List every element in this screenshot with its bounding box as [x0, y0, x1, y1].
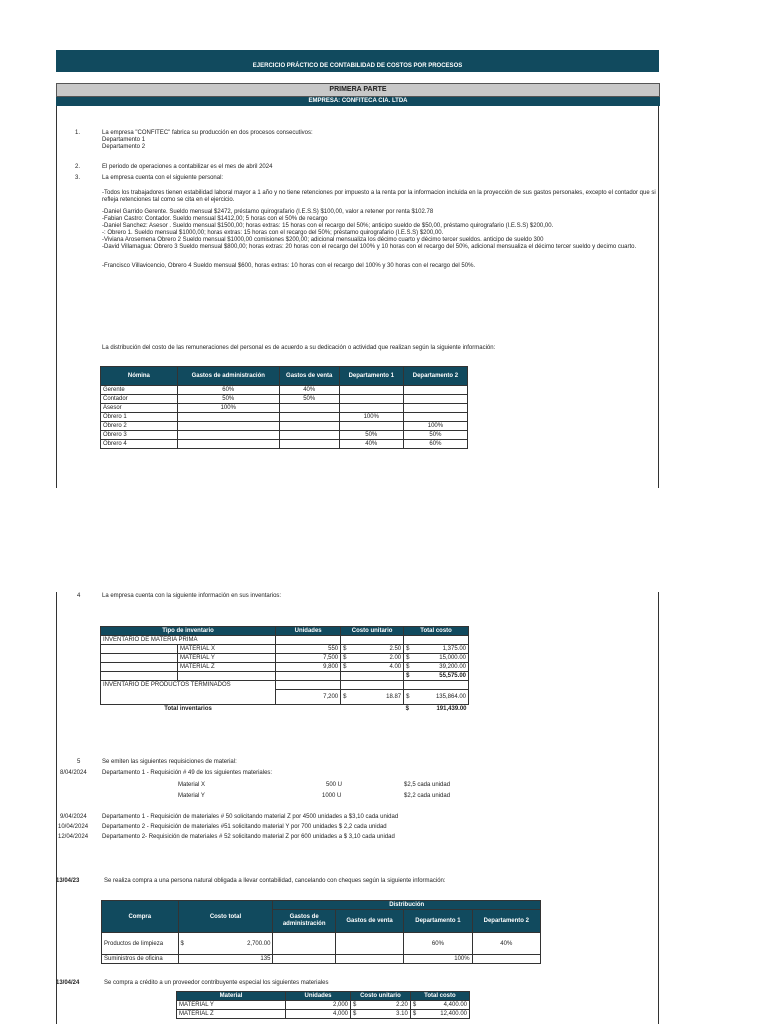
cell [279, 404, 339, 413]
staff-obrero3: -David Villamagua: Obrero 3 Sueldo mensual $800,00; horas extras: 20 horas con el recargo del 100% y 10 horas con el recargo del 50%, adicional mensualiza el décimo tercer sueldo y decimo cuarto. [102, 244, 637, 250]
company-name: EMPRESA: CONFITECA CIA. LTDA [56, 97, 660, 106]
col-gastos-venta: Gastos de venta [335, 910, 403, 933]
req-50-date: 9/04/2024 [60, 814, 87, 820]
col-distribucion: Distribución [273, 901, 541, 910]
cell: 4.00 [353, 663, 403, 672]
inventory-table [100, 626, 469, 713]
cell: $ [404, 654, 417, 663]
staff-gerente: -Daniel Garrido Gerente. Sueldo mensual $2472, préstamo quirografario (I.E.S.S) $100,00, valor a retener por renta $102.78 [102, 209, 434, 215]
cell: Obrero 3 [101, 431, 178, 440]
cell: 7,500 [276, 654, 341, 663]
item-1-text: La empresa "CONFITEC" fabrica su producción en dos procesos consecutivos: [102, 130, 313, 136]
cell: 40% [339, 440, 403, 449]
part-title: PRIMERA PARTE [56, 83, 660, 97]
cell [279, 413, 339, 422]
col-gastos-admin: Gastos de administración [273, 910, 335, 933]
req-51-text: Departamento 2 - Requisición de materiales #51 solicitando material Y por 700 unidades $ 2,2 cada unidad [102, 824, 387, 830]
cell: 550 [276, 645, 341, 654]
item-3-text: La empresa cuenta con el siguiente personal: [102, 175, 224, 181]
item-number-4: 4 [77, 593, 81, 599]
cell [335, 955, 403, 964]
cell [177, 422, 279, 431]
item-number-2: 2. [75, 164, 81, 170]
item-number-3: 3. [75, 175, 81, 181]
col-nomina: Nómina [101, 367, 178, 386]
cell: 40% [472, 933, 540, 955]
item-number-1: 1. [75, 130, 81, 136]
cell: 100% [339, 413, 403, 422]
cell: $ [341, 690, 354, 705]
table-row [101, 431, 468, 440]
purchase-text: Se realiza compra a una persona natural obligada a llevar contabilidad, cancelando con cheques según la siguiente información: [104, 878, 446, 884]
col-costo-total: Costo total [178, 901, 273, 933]
distribution-table [100, 366, 468, 449]
req-51-date: 10/04/2024 [58, 824, 89, 830]
staff-note: -Todos los trabajadores tienen estabilidad laboral mayor a 1 año y no tiene retenciones por impuesto a la renta por la informacion incluida en la proyección de sus gastos personales, excepto el contador que si refleja retenciones tal como se cita en el ejercicio. [102, 190, 656, 203]
table-row [101, 395, 468, 404]
cell: 3.10 [363, 1010, 410, 1019]
cell [339, 386, 403, 395]
col-total-costo: Total costo [404, 627, 469, 636]
req-material-y: Material Y [178, 793, 205, 799]
cell [177, 431, 279, 440]
item-2-text: El periodo de operaciones a contabilizar es el mes de abril 2024 [102, 164, 273, 170]
table-row [101, 704, 469, 713]
cell: 60% [403, 440, 467, 449]
cell: 2.50 [353, 645, 403, 654]
cell: 1,375.00 [416, 645, 468, 654]
cell: 100% [177, 404, 279, 413]
table-row [101, 663, 469, 672]
group-productos-terminados: INVENTARIO DE PRODUCTOS TERMINADOS [101, 681, 276, 690]
table-row [101, 386, 468, 395]
cell [273, 955, 335, 964]
cell: Obrero 4 [101, 440, 178, 449]
cell: $ [410, 1010, 423, 1019]
cell: 135 [178, 955, 273, 964]
cell [339, 422, 403, 431]
cell [279, 440, 339, 449]
staff-obrero4: -Francisco Villavicencio, Obrero 4 Sueldo mensual $600, horas extras: 10 horas con el recargo del 100% y 30 horas con el recargo del 50%. [102, 263, 476, 269]
req-qty-y: 1000 U [322, 793, 342, 799]
table-row [101, 654, 469, 663]
cell: MATERIAL X [178, 645, 276, 654]
req-52-date: 12/04/2024 [58, 834, 89, 840]
item-4-text: La empresa cuenta con la siguiente información en sus inventarios: [102, 593, 282, 599]
cell [339, 404, 403, 413]
credit-text: Se compra a crédito a un proveedor contribuyente especial los siguientes materiales [104, 980, 329, 986]
left-border [56, 106, 57, 488]
cell: 2.00 [353, 654, 403, 663]
req-qty-x: 500 U [326, 782, 343, 788]
cell: Gerente [101, 386, 178, 395]
table-row [102, 955, 541, 964]
col-material: Material [177, 992, 286, 1001]
cell: $ [404, 663, 417, 672]
col-unidades: Unidades [276, 627, 341, 636]
cell: $ [341, 654, 354, 663]
staff-obrero1: -: Obrero 1. Sueldo mensual $1000,00; horas extras: 15 horas con el recargo del 50%; préstamo quirografario (I.E.S.S) $200,00. [102, 230, 444, 236]
cell: $ [341, 663, 354, 672]
purchase-table [101, 900, 541, 964]
col-tipo: Tipo de inventario [101, 627, 276, 636]
cell: 50% [279, 395, 339, 404]
cell: 40% [279, 386, 339, 395]
total-label: Total inventarios [164, 705, 212, 712]
credit-table [176, 991, 470, 1019]
req-50-text: Departamento 1 - Requisición de materiales # 50 solicitando material Z por 4500 unidades a $3,10 cada unidad [102, 814, 399, 820]
cell: Obrero 2 [101, 422, 178, 431]
cell: Asesor [101, 404, 178, 413]
document-title: EJERCICIO PRÁCTICO DE CONTABILIDAD DE COSTOS POR PROCESOS [56, 50, 659, 72]
cell: 100% [403, 422, 467, 431]
left-border-2 [56, 592, 57, 1024]
cell [472, 955, 540, 964]
cell: $ [351, 1001, 364, 1010]
cell: 100% [404, 955, 472, 964]
req-material-x: Material X [178, 782, 206, 788]
cell: MATERIAL Z [177, 1010, 286, 1019]
credit-date: 13/04/24 [56, 980, 80, 986]
col-dept1: Departamento 1 [339, 367, 403, 386]
staff-obrero2: -Viviana Arosemena Obrero 2 Sueldo mensual $1000,00 comisiones $200,00; adicional mensualiza los décimo cuarto y décimo tercer sueldos. anticipo de sueldo 300 [102, 237, 544, 243]
cell: 2.20 [363, 1001, 410, 1010]
cell [339, 395, 403, 404]
cell [403, 386, 467, 395]
cell: $ [404, 690, 417, 705]
cell: 15,000.00 [416, 654, 468, 663]
req-49-date: 8/04/2024 [60, 770, 87, 776]
total-value: 191,439.00 [436, 705, 467, 712]
total-symbol: $ [405, 705, 409, 712]
staff-contador: -Fabian Castro: Contador. Sueldo mensual $1412,00; 5 horas con el 50% de recargo [102, 216, 328, 222]
cell: 4,400.00 [423, 1001, 470, 1010]
table-row [177, 1001, 470, 1010]
right-border [658, 106, 659, 488]
col-unidades-credito: Unidades [286, 992, 351, 1001]
col-costo-unitario: Costo unitario [341, 627, 404, 636]
table-row [101, 413, 468, 422]
col-departamento-2: Departamento 2 [472, 910, 540, 933]
item-1-dept2: Departamento 2 [102, 144, 146, 150]
cell: 60% [404, 933, 472, 955]
cell: 12,400.00 [423, 1010, 470, 1019]
cell: 7,200 [276, 690, 341, 705]
req-52-text: Departamento 2- Requisición de materiales # 52 solicitando material Z por 600 unidades a $ 3,10 cada unidad [102, 834, 395, 840]
item-number-5: 5 [77, 759, 81, 765]
cell: $ [341, 645, 354, 654]
cell [403, 395, 467, 404]
cell: Contador [101, 395, 178, 404]
cell: Obrero 1 [101, 413, 178, 422]
cell: $ [410, 1001, 423, 1010]
cell: 4,000 [286, 1010, 351, 1019]
req-price-y: $2,2 cada unidad [404, 793, 451, 799]
cell: 60% [177, 386, 279, 395]
col-admin: Gastos de administración [177, 367, 279, 386]
cell: 39,200.00 [416, 663, 468, 672]
cell: MATERIAL Y [177, 1001, 286, 1010]
table-row [101, 422, 468, 431]
table-row [101, 636, 469, 645]
col-departamento-1: Departamento 1 [404, 910, 472, 933]
cell: $ [351, 1010, 364, 1019]
col-venta: Gastos de venta [279, 367, 339, 386]
cell [279, 431, 339, 440]
group-materia-prima: INVENTARIO DE MATERIA PRIMA [101, 636, 276, 645]
cell: MATERIAL Z [178, 663, 276, 672]
cell: 50% [403, 431, 467, 440]
req-49-text: Departamento 1 - Requisición # 49 de los siguientes materiales: [102, 770, 273, 776]
cell [177, 440, 279, 449]
subtotal-value: 55,575.00 [416, 672, 468, 681]
subtotal-symbol: $ [404, 672, 417, 681]
cell: $ [404, 645, 417, 654]
col-dept2: Departamento 2 [403, 367, 467, 386]
table-row [101, 681, 469, 690]
cell: Suministros de oficina [102, 955, 179, 964]
cell [273, 933, 335, 955]
cell [403, 404, 467, 413]
cell: MATERIAL Y [178, 654, 276, 663]
cell: 135,864.00 [416, 690, 468, 705]
req-price-x: $2,5 cada unidad [404, 782, 451, 788]
item-1-dept1: Departamento 1 [102, 137, 146, 143]
right-border-2 [658, 592, 659, 1024]
cell: 9,800 [276, 663, 341, 672]
cell: $ 2,700.00 [178, 933, 273, 955]
purchase-date: 13/04/23 [56, 878, 80, 884]
cell: 50% [339, 431, 403, 440]
col-costo-unitario-credito: Costo unitario [351, 992, 411, 1001]
table-row [102, 933, 541, 955]
col-total-costo-credito: Total costo [410, 992, 469, 1001]
cell: Productos de limpieza [102, 933, 179, 955]
cell: 50% [177, 395, 279, 404]
col-compra: Compra [102, 901, 179, 933]
table-row [177, 1010, 470, 1019]
table-row [101, 645, 469, 654]
cell [177, 413, 279, 422]
cell [335, 933, 403, 955]
cell: 2,000 [286, 1001, 351, 1010]
table-row [101, 690, 469, 705]
table-row [101, 672, 469, 681]
table-row [101, 404, 468, 413]
staff-asesor: -Daniel Sanchez: Asesor . Sueldo mensual $1500,00; horas extras: 15 horas con el recargo del 50%; anticipo sueldo de $50,00, préstamo quirografario (I.E.S.S) $200,00. [102, 223, 554, 229]
item-5-text: Se emiten las siguientes requisiciones de material: [102, 759, 237, 765]
cell: 18.87 [353, 690, 403, 705]
table-row [101, 440, 468, 449]
cell [279, 422, 339, 431]
distribution-intro: La distribución del costo de las remuneraciones del personal es de acuerdo a su dedicación o actividad que realizan según la siguiente información: [102, 345, 496, 351]
cell [403, 413, 467, 422]
